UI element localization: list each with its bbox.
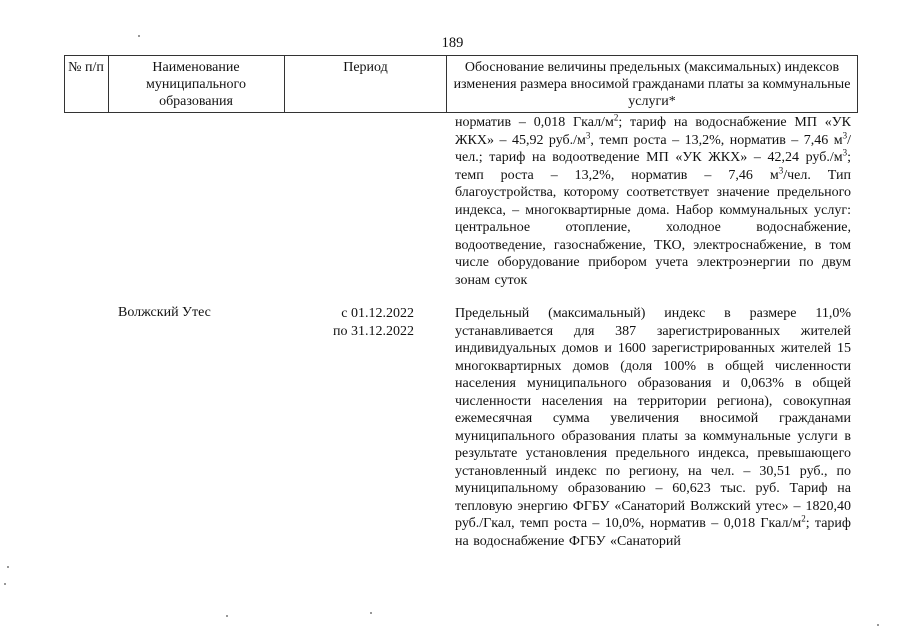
scan-speck	[226, 615, 228, 617]
row-justification: Предельный (максимальный) индекс в размере 11,0% устанавливается для 387 зарегистрированных жителей индивидуальных домов и 1600 зарегистрированных жителей 15 многоквартирных домов (доля 100% в общей численности населения муниципального образования и 0,063% в общей численности населения на территории региона), совокупная ежемесячная сумма увеличения вносимой гражданами муниципального образования платы за коммунальные услуги в результате установления предельного индекса, превышающего установленный индекс по региону, на чел. – 30,51 руб., по муниципальному образованию – 60,623 тыс. руб. Тариф на тепловую энергию ФГБУ «Санаторий Волжский утес» – 1820,40 руб./Гкал, темп роста – 10,0%, норматив – 0,018 Гкал/$м^2$; тариф на водоснабжение ФГБУ «Санаторий	[455, 306, 851, 549]
header-num	[66, 59, 106, 76]
period-cell	[322, 305, 414, 340]
page-number: 189	[441, 35, 464, 51]
municipality-name: Волжский Утес	[118, 305, 211, 320]
continuation-text: норматив – 0,018 Гкал/$м^2$; тариф на водоснабжение МП «УК ЖКХ» – 45,92 $руб./м^3$, темп роста – 13,2%, норматив – 7,46 $м^3$/чел.; тариф на водоотведение МП «УК ЖКХ» – 42,24 $руб./м^3$; темп роста – 13,2%, норматив – 7,46 $м^3$/чел. Тип благоустройства, которому соответствует значение предельного индекса, – многоквартирные дома. Набор коммунальных услуг: центральное отопление, холодное водоснабжение, водоотведение, газоснабжение, ТКО, электроснабжение, в том числе оборудование прибором учета электроэнергии по двум зонам суток	[455, 112, 852, 288]
header-municipality-text: Наименование муниципального образования	[146, 60, 246, 109]
scan-speck	[877, 624, 879, 626]
table-col-divider-3	[446, 55, 447, 113]
scan-speck	[138, 35, 140, 37]
header-period	[288, 59, 443, 76]
table-top-border	[64, 55, 858, 56]
period-from: с 01.12.2022	[341, 306, 414, 321]
table-right-border	[857, 55, 858, 113]
table-header-bottom-border	[64, 112, 858, 113]
scan-speck	[370, 612, 372, 614]
header-num-text: № п/п	[68, 60, 104, 75]
scan-speck	[4, 583, 6, 585]
header-municipality	[112, 59, 280, 110]
table-col-divider-2	[284, 55, 285, 113]
period-to: по 31.12.2022	[333, 323, 414, 339]
header-justification	[452, 59, 852, 110]
table-col-divider-1	[108, 55, 109, 113]
scan-speck	[7, 566, 9, 568]
table-left-border	[64, 55, 65, 113]
header-period-text: Период	[343, 60, 388, 75]
header-justification-text: Обоснование величины предельных (максимальных) индексов изменения размера вносимой гражданами платы за коммунальные услуги*	[453, 60, 851, 109]
